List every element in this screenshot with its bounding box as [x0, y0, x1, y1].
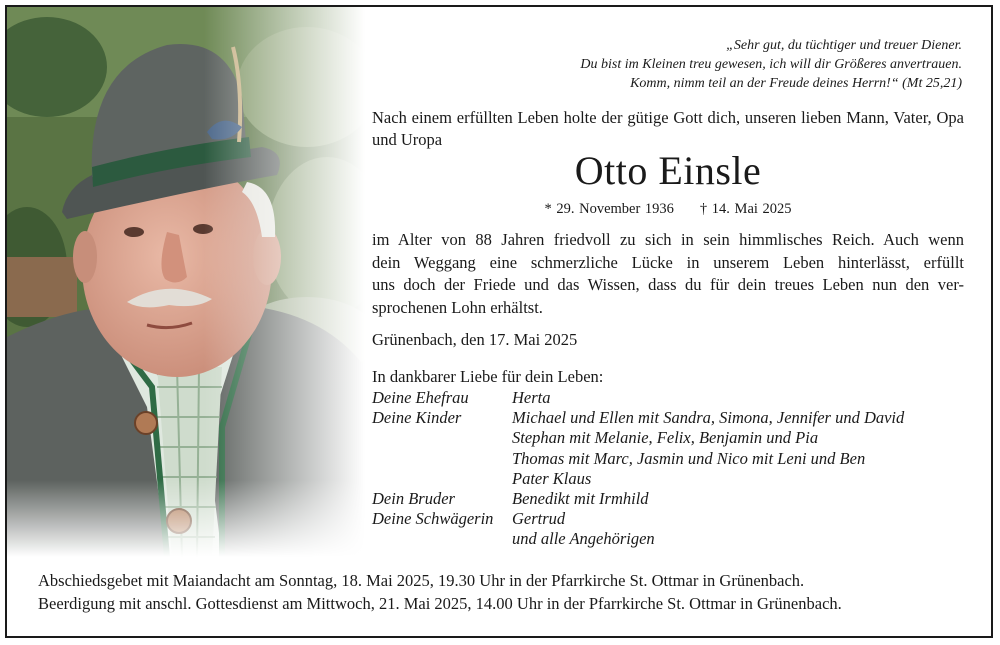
quote-line: „Sehr gut, du tüchtiger und treuer Diener. [726, 38, 962, 53]
body-text [372, 229, 964, 319]
family-row [372, 469, 972, 489]
thanks-line: In dankbarer Liebe für dein Leben: [372, 367, 604, 386]
family-row [372, 509, 972, 529]
body-line: uns doch der Friede und das Wissen, dass du für dein treues Leben nun den ver- [372, 275, 964, 294]
family-names: Gertrud [512, 509, 566, 529]
family-names: Pater Klaus [512, 468, 592, 488]
service-info [38, 569, 968, 615]
family-row [372, 529, 972, 549]
family-names: Herta [512, 388, 551, 407]
family-names: Thomas mit Marc, Jasmin und Nico mit Leni und Ben [512, 448, 866, 468]
deceased-name: Otto Einsle [574, 148, 762, 193]
body-line: sprochenen Lohn erhältst. [372, 297, 543, 317]
family-relation [372, 428, 512, 448]
family-row [372, 428, 972, 448]
family-relation [372, 449, 512, 469]
funeral-service-line: Beerdigung mit anschl. Gottesdienst am Mittwoch, 21. Mai 2025, 14.00 Uhr in der Pfarrkirche St. Ottmar in Grünenbach. [38, 594, 842, 613]
family-relation: Dein Bruder [372, 489, 455, 509]
family-names: Stephan mit Melanie, Felix, Benjamin und Pia [512, 428, 819, 448]
bible-quote [442, 36, 962, 93]
family-row [372, 489, 972, 509]
intro-text: Nach einem erfüllten Leben holte der gütige Gott dich, unseren lieben Mann, Vater, Opa und Uropa [372, 108, 964, 149]
place-and-date: Grünenbach, den 17. Mai 2025 [372, 330, 578, 349]
death-date: † 14. Mai 2025 [699, 201, 792, 217]
family-names: Benedikt mit Irmhild [512, 489, 649, 509]
family-row [372, 449, 972, 469]
body-line: im Alter von 88 Jahren friedvoll zu sich in sein himmlisches Reich. Auch wenn [372, 230, 964, 249]
family-names: Michael und Ellen mit Sandra, Simona, Jennifer und David [512, 408, 905, 428]
body-line: dein Weggang eine schmerzliche Lücke in unserem Leben hinterlässt, erfüllt [372, 252, 964, 272]
quote-line: Komm, nimm teil an der Freude deines Herrn!“ (Mt 25,21) [630, 76, 962, 91]
family-relation [372, 529, 512, 549]
quote-line: Du bist im Kleinen treu gewesen, ich will dir Größeres anvertrauen. [580, 57, 962, 72]
family-names: und alle Angehörigen [512, 529, 655, 549]
family-relation: Deine Kinder [372, 408, 462, 428]
birth-date: * 29. November 1936 [544, 201, 674, 217]
portrait-photo [7, 7, 365, 557]
prayer-service-line: Abschiedsgebet mit Maiandacht am Sonntag, 18. Mai 2025, 19.30 Uhr in der Pfarrkirche St. Ottmar in Grünenbach. [38, 571, 805, 590]
life-dates [372, 199, 964, 219]
family-relation: Deine Ehefrau [372, 388, 469, 407]
family-relation [372, 469, 512, 489]
family-row [372, 408, 972, 428]
family-list [372, 388, 972, 550]
family-row [372, 388, 972, 408]
family-relation: Deine Schwägerin [372, 509, 494, 529]
